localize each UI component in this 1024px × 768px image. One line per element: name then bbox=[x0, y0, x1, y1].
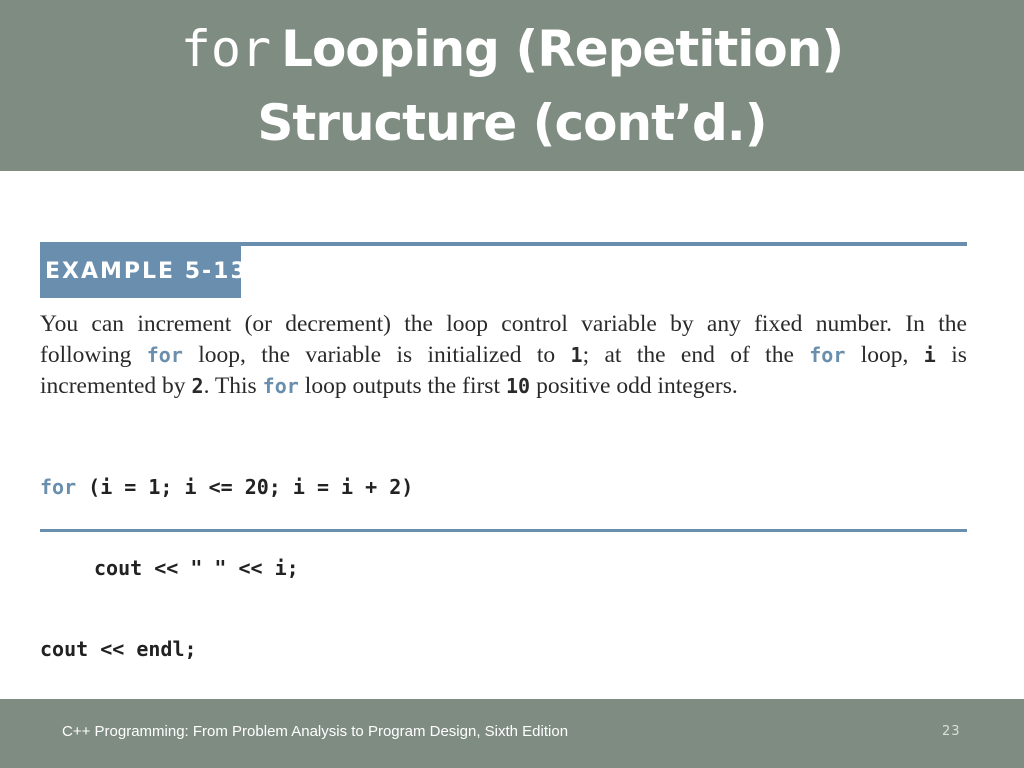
slide-title-line-1 bbox=[181, 12, 843, 86]
word: fixed bbox=[754, 311, 803, 337]
word: (or bbox=[244, 311, 272, 337]
code-line-1 bbox=[40, 474, 413, 501]
code-keyword-for: for bbox=[262, 374, 299, 398]
word: You bbox=[40, 311, 79, 337]
example-label: EXAMPLE 5-13 bbox=[40, 246, 241, 298]
code-keyword-for: for bbox=[809, 343, 846, 367]
example-box bbox=[40, 242, 967, 661]
footer-bar bbox=[0, 699, 1024, 768]
word: increment bbox=[137, 311, 232, 337]
word: number. bbox=[815, 311, 893, 337]
word: end bbox=[680, 342, 715, 368]
code-keyword-for: for bbox=[40, 475, 77, 499]
title-text: Looping (Repetition) bbox=[281, 19, 844, 78]
slide-title-line-2: Structure (cont’d.) bbox=[257, 93, 767, 152]
word: loop, bbox=[860, 342, 909, 368]
word: can bbox=[91, 311, 125, 337]
word: the bbox=[404, 311, 433, 337]
word: ; bbox=[582, 342, 590, 368]
word: initialized bbox=[427, 342, 522, 368]
text-run: positive odd integers. bbox=[536, 373, 738, 399]
word: decrement) bbox=[285, 311, 391, 337]
word: the bbox=[765, 342, 794, 368]
word: to bbox=[536, 342, 556, 368]
title-keyword: for bbox=[180, 19, 272, 78]
word: loop bbox=[446, 311, 488, 337]
text-run: loop outputs the first bbox=[304, 373, 500, 399]
example-paragraph bbox=[40, 309, 967, 402]
code-number: 1 bbox=[570, 343, 583, 367]
footer-book-title: C++ Programming: From Problem Analysis to Program Design, Sixth Edition bbox=[62, 723, 569, 740]
code-block bbox=[40, 420, 413, 717]
code-variable: i bbox=[923, 343, 936, 367]
example-bottom-rule bbox=[40, 529, 967, 532]
page-number: 23 bbox=[942, 724, 961, 739]
word: by bbox=[670, 311, 694, 337]
word: control bbox=[501, 311, 568, 337]
code-line-3: cout << endl; bbox=[40, 637, 197, 661]
text-run: . This bbox=[203, 373, 257, 399]
word: the bbox=[938, 311, 967, 337]
word: is bbox=[951, 342, 967, 368]
word: the bbox=[636, 342, 666, 368]
text-run: incremented by bbox=[40, 373, 186, 399]
word: any bbox=[706, 311, 741, 337]
code-text: (i = 1; i <= 20; i = i + 2) bbox=[76, 475, 414, 499]
code-number: 10 bbox=[505, 374, 531, 398]
paragraph-line-1 bbox=[40, 309, 967, 340]
code-line-2: cout << " " << i; bbox=[94, 556, 299, 580]
word: is bbox=[396, 342, 413, 368]
word: variable bbox=[305, 342, 382, 368]
word: of bbox=[730, 342, 750, 368]
paragraph-line-2 bbox=[40, 340, 967, 371]
word: In bbox=[905, 311, 925, 337]
code-number: 2 bbox=[191, 374, 204, 398]
word: the bbox=[261, 342, 291, 368]
title-bar bbox=[0, 0, 1024, 171]
word: following bbox=[40, 342, 132, 368]
word: loop, bbox=[198, 342, 246, 368]
code-keyword-for: for bbox=[146, 343, 183, 367]
word: at bbox=[604, 342, 622, 368]
word: variable bbox=[581, 311, 657, 337]
paragraph-line-3 bbox=[40, 371, 967, 402]
